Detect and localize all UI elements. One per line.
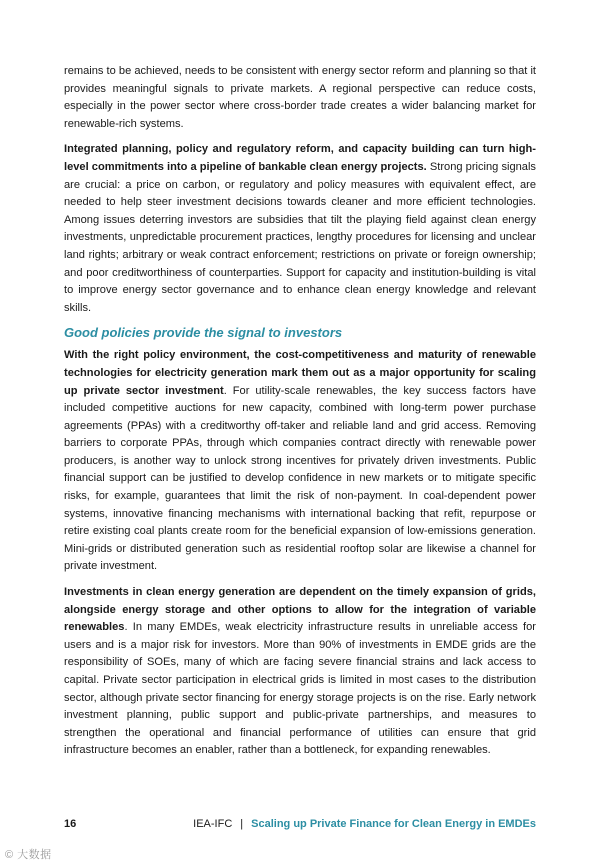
page-body: [64, 63, 536, 768]
paragraph-1-text: remains to be achieved, needs to be consistent with energy sector reform and planning so that it provides meaningful signals to private markets. A regional perspective can reduce costs, especially in the power sector where cross-border trade creates a wider balancing market for renewable-rich systems.: [64, 65, 536, 130]
page-footer: [64, 818, 536, 830]
paragraph-4-body: . In many EMDEs, weak electricity infrastructure results in unreliable access for users and is a major risk for investors. More than 90% of investments in EMDE grids are the responsibility of SOEs, many of which are facing severe financial strains and lack access to capital. Private sector participation in electrical grids is limited in most cases to the distribution sector, although private sector financing for energy storage projects is on the rise. Early network investment planning, public support and public-private partnerships, and measures to strengthen the operational and financial performance of utilities can ensure that grid infrastructure becomes an enabler, rather than a bottleneck, for expanding renewables.: [64, 621, 536, 757]
section-heading: Good policies provide the signal to investors: [64, 325, 343, 341]
paragraph-3-body: . For utility-scale renewables, the key success factors have included competitive auctions for new capacity, combined with long-term power purchase agreements (PPAs) with a creditworthy off-taker and reliable land and grid access. Removing barriers to corporate PPAs, through which companies contract directly with renewable power producers, is another way to unlock strong incentives for privately driven investments. Public financial support can be justified to develop confidence in new markets or to mitigate specific risks, for example, guarantees that limit the risk of non-payment. In coal-dependent power systems, innovative financing mechanisms with international backing that refit, repurpose or retire existing coal plants create room for the beneficial expansion of low-emissions generation. Mini-grids or distributed generation such as residential rooftop solar are likewise a channel for private investment.: [64, 384, 536, 573]
paragraph-2-body: Strong pricing signals are crucial: a price on carbon, or regulatory and policy measures with equivalent effect, are needed to help steer investment decisions towards cleaner and more efficient technologies. Among issues deterring investors are subsidies that tilt the playing field against clean energy investments, unpredictable procurement practices, lengthy procedures for licensing and unclear land rights; arbitrary or weak contract enforcement; restrictions on private or foreign ownership; and poor creditworthiness of counterparties. Support for capacity and institution-building is vital to improve energy sector governance and to enhance clean energy knowledge and relevant skills.: [64, 160, 536, 314]
paragraph-4-lead: Investments in clean energy generation are dependent on the timely expansion of grids, alongside energy storage and other options to allow for the integration of variable renewables: [64, 586, 536, 634]
paragraph-3-lead: With the right policy environment, the cost-competitiveness and maturity of renewable technologies for electricity generation mark them out as a major opportunity for scaling up private sector investment: [64, 349, 536, 397]
paragraph-4: [64, 584, 536, 760]
footer-org: IEA-IFC: [193, 818, 233, 830]
page-number: 16: [64, 818, 77, 830]
watermark: © 大数据: [5, 849, 52, 861]
paragraph-3: [64, 347, 536, 576]
footer-title: Scaling up Private Finance for Clean Energy in EMDEs: [251, 818, 536, 830]
footer-separator: |: [240, 818, 244, 830]
paragraph-1: [64, 63, 536, 133]
paragraph-2-lead: Integrated planning, policy and regulatory reform, and capacity building can turn high-level commitments into a pipeline of bankable clean energy projects.: [64, 143, 536, 173]
paragraph-2: [64, 141, 536, 317]
